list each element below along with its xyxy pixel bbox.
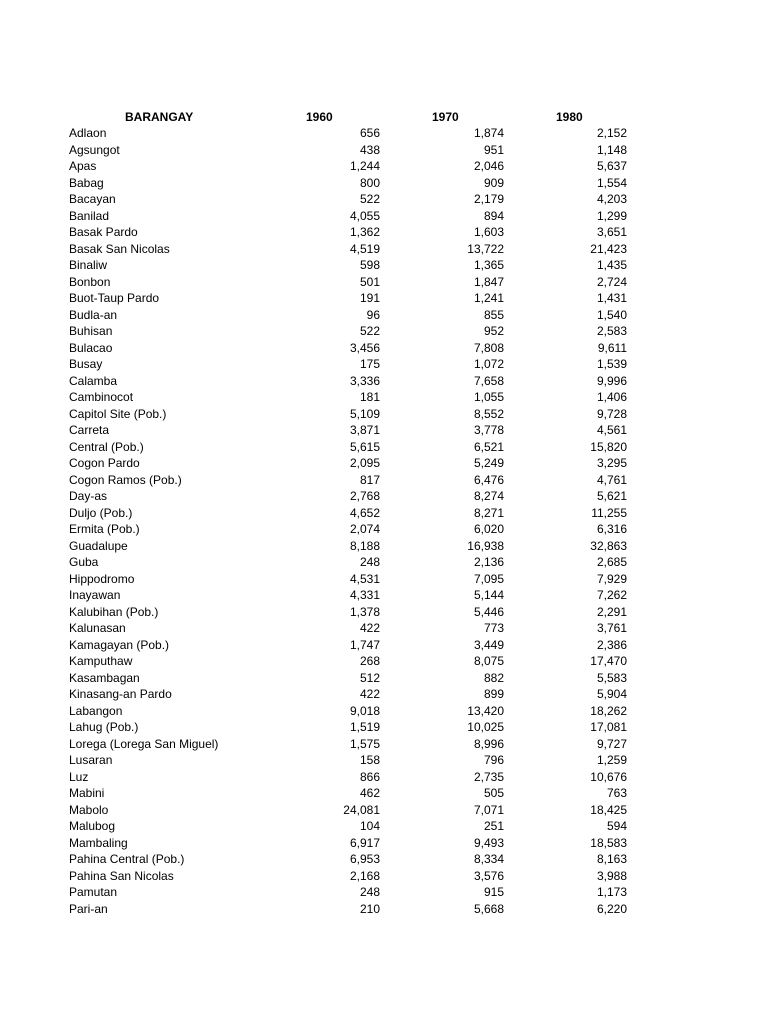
table-row — [0, 175, 768, 192]
population-1960: 656 — [359, 126, 380, 140]
population-1980: 9,727 — [596, 736, 627, 751]
population-1970: 882 — [483, 670, 504, 685]
population-1980: 4,203 — [596, 192, 627, 206]
barangay-name: Kinasang-an Pardo — [69, 687, 172, 701]
population-1970: 909 — [483, 175, 504, 190]
population-1960: 175 — [359, 357, 380, 371]
population-1980: 1,539 — [596, 357, 627, 371]
table-row — [0, 554, 768, 571]
population-1960: 4,652 — [349, 505, 380, 520]
header-1970: 1970 — [432, 110, 459, 124]
barangay-name: Duljo (Pob.) — [69, 505, 133, 520]
barangay-name: Bulacao — [69, 340, 113, 355]
header-1960: 1960 — [306, 110, 333, 124]
barangay-name: Carreta — [69, 423, 110, 437]
population-1960: 5,615 — [349, 439, 380, 454]
table-row — [0, 818, 768, 835]
population-1960: 2,074 — [349, 522, 380, 536]
population-1980: 1,299 — [596, 208, 627, 223]
table-row — [0, 571, 768, 588]
barangay-name: Cambinocot — [69, 390, 134, 404]
population-1980: 763 — [606, 786, 627, 800]
barangay-name: Guadalupe — [69, 538, 128, 553]
population-1960: 422 — [359, 621, 380, 635]
population-1960: 1,747 — [349, 637, 380, 652]
barangay-name: Banilad — [69, 208, 110, 223]
table-row — [0, 224, 768, 241]
population-1970: 8,334 — [473, 852, 504, 866]
population-1970: 7,808 — [473, 340, 504, 355]
population-1980: 4,561 — [596, 423, 627, 437]
population-1960: 817 — [359, 472, 380, 487]
barangay-name: Lusaran — [69, 753, 113, 767]
table-row — [0, 208, 768, 225]
population-1970: 8,552 — [473, 406, 504, 421]
population-1970: 1,055 — [473, 390, 504, 404]
table-row — [0, 241, 768, 258]
population-1970: 10,025 — [467, 720, 504, 734]
barangay-name: Kalubihan (Pob.) — [69, 604, 159, 619]
population-1960: 2,095 — [349, 456, 380, 470]
population-1980: 1,173 — [596, 885, 627, 899]
population-1970: 13,722 — [467, 241, 504, 256]
population-1970: 8,996 — [473, 736, 504, 751]
barangay-name: Central (Pob.) — [69, 439, 144, 454]
population-1980: 18,262 — [590, 703, 627, 718]
barangay-name: Malubog — [69, 819, 116, 833]
table-row — [0, 637, 768, 654]
population-1980: 3,988 — [596, 868, 627, 883]
table-row — [0, 752, 768, 769]
table-row — [0, 191, 768, 208]
population-1980: 15,820 — [590, 439, 627, 454]
population-1980: 2,152 — [596, 126, 627, 140]
population-1970: 13,420 — [467, 703, 504, 718]
table-row — [0, 901, 768, 918]
table-row — [0, 868, 768, 885]
population-1980: 2,724 — [596, 274, 627, 289]
table-row — [0, 670, 768, 687]
barangay-name: Cogon Ramos (Pob.) — [69, 472, 182, 487]
population-1980: 5,904 — [596, 687, 627, 701]
population-1970: 505 — [483, 786, 504, 800]
population-1980: 32,863 — [590, 538, 627, 553]
population-1980: 5,621 — [596, 489, 627, 503]
barangay-name: Agsungot — [69, 142, 120, 157]
population-1970: 8,271 — [473, 505, 504, 520]
population-1980: 6,316 — [596, 522, 627, 536]
barangay-name: Pamutan — [69, 885, 118, 899]
barangay-name: Pahina Central (Pob.) — [69, 852, 185, 866]
population-1960: 248 — [359, 555, 380, 569]
barangay-name: Guba — [69, 555, 99, 569]
barangay-name: Lorega (Lorega San Miguel) — [69, 736, 219, 751]
population-1970: 6,521 — [473, 439, 504, 454]
population-1980: 2,583 — [596, 324, 627, 338]
population-1970: 2,735 — [473, 769, 504, 784]
table-row — [0, 686, 768, 703]
population-1960: 1,244 — [349, 159, 380, 173]
population-1960: 866 — [359, 769, 380, 784]
population-1980: 17,470 — [590, 654, 627, 668]
table-row — [0, 307, 768, 324]
header-barangay: BARANGAY — [125, 110, 194, 124]
barangay-name: Binaliw — [69, 258, 108, 272]
table-row — [0, 290, 768, 307]
population-1970: 1,874 — [473, 126, 504, 140]
table-row — [0, 521, 768, 538]
population-1970: 5,249 — [473, 456, 504, 470]
population-1960: 522 — [359, 324, 380, 338]
population-1980: 1,554 — [596, 175, 627, 190]
barangay-name: Basak San Nicolas — [69, 241, 170, 256]
table-row — [0, 884, 768, 901]
table-row — [0, 851, 768, 868]
table-row — [0, 257, 768, 274]
population-1970: 3,778 — [473, 423, 504, 437]
table-row — [0, 142, 768, 159]
population-1960: 462 — [359, 786, 380, 800]
population-1980: 21,423 — [590, 241, 627, 256]
table-row — [0, 604, 768, 621]
population-1980: 17,081 — [590, 720, 627, 734]
barangay-name: Calamba — [69, 373, 118, 388]
barangay-name: Lahug (Pob.) — [69, 720, 139, 734]
table-row — [0, 340, 768, 357]
population-1970: 952 — [483, 324, 504, 338]
population-1970: 2,179 — [473, 192, 504, 206]
population-1970: 796 — [483, 753, 504, 767]
table-row — [0, 719, 768, 736]
barangay-name: Mambaling — [69, 835, 128, 850]
population-1980: 18,425 — [590, 802, 627, 817]
population-1970: 5,446 — [473, 604, 504, 619]
table-row — [0, 620, 768, 637]
population-1980: 2,386 — [596, 637, 627, 652]
population-1980: 9,611 — [597, 340, 627, 355]
population-1960: 422 — [359, 687, 380, 701]
barangay-name: Pahina San Nicolas — [69, 868, 174, 883]
population-1970: 7,658 — [473, 373, 504, 388]
population-1980: 7,262 — [596, 588, 627, 602]
population-1970: 7,071 — [473, 802, 504, 817]
population-1960: 1,519 — [349, 720, 380, 734]
population-1960: 598 — [359, 258, 380, 272]
population-1970: 773 — [483, 621, 504, 635]
population-1980: 594 — [606, 819, 627, 833]
population-1960: 438 — [359, 142, 380, 157]
population-1980: 4,761 — [596, 472, 627, 487]
population-1980: 1,435 — [596, 258, 627, 272]
table-header-row — [0, 109, 768, 126]
barangay-name: Pari-an — [69, 901, 108, 916]
population-1960: 4,519 — [349, 241, 380, 256]
table-row — [0, 455, 768, 472]
barangay-name: Buhisan — [69, 324, 113, 338]
population-1960: 191 — [359, 291, 380, 305]
barangay-name: Kamagayan (Pob.) — [69, 637, 170, 652]
barangay-name: Kasambagan — [69, 670, 140, 685]
barangay-name: Basak Pardo — [69, 225, 138, 239]
population-1980: 5,637 — [596, 159, 627, 173]
population-1960: 158 — [359, 753, 380, 767]
population-1970: 855 — [483, 307, 504, 322]
population-1960: 268 — [359, 654, 380, 668]
table-row — [0, 389, 768, 406]
barangay-name: Inayawan — [69, 588, 121, 602]
population-1970: 8,075 — [473, 654, 504, 668]
population-1960: 96 — [366, 307, 380, 322]
population-1980: 1,540 — [596, 307, 627, 322]
barangay-name: Labangon — [69, 703, 123, 718]
population-1960: 1,378 — [349, 604, 380, 619]
table-row — [0, 422, 768, 439]
barangay-name: Capitol Site (Pob.) — [69, 406, 167, 421]
population-1960: 3,871 — [349, 423, 380, 437]
population-1960: 8,188 — [349, 538, 380, 553]
population-1960: 181 — [359, 390, 380, 404]
population-1970: 1,241 — [473, 291, 504, 305]
table-row — [0, 323, 768, 340]
population-1980: 9,728 — [596, 406, 627, 421]
population-1970: 1,603 — [473, 225, 504, 239]
table-row — [0, 736, 768, 753]
table-row — [0, 158, 768, 175]
population-1970: 2,136 — [473, 555, 504, 569]
barangay-name: Kamputhaw — [69, 654, 133, 668]
population-1970: 8,274 — [473, 489, 504, 503]
population-1970: 6,020 — [473, 522, 504, 536]
table-row — [0, 703, 768, 720]
table-row — [0, 653, 768, 670]
population-1960: 6,953 — [349, 852, 380, 866]
population-1970: 6,476 — [473, 472, 504, 487]
population-1960: 3,336 — [349, 373, 380, 388]
barangay-name: Hippodromo — [69, 571, 135, 586]
population-1960: 6,917 — [349, 835, 380, 850]
population-1960: 3,456 — [349, 340, 380, 355]
table-row — [0, 274, 768, 291]
population-1980: 3,295 — [596, 456, 627, 470]
barangay-name: Cogon Pardo — [69, 456, 140, 470]
table-row — [0, 587, 768, 604]
population-1960: 4,331 — [349, 588, 380, 602]
population-1960: 5,109 — [349, 406, 380, 421]
table-row — [0, 835, 768, 852]
table-row — [0, 505, 768, 522]
population-1960: 4,055 — [349, 208, 380, 223]
table-row — [0, 439, 768, 456]
population-1980: 1,431 — [596, 291, 627, 305]
table-row — [0, 406, 768, 423]
table-row — [0, 802, 768, 819]
barangay-name: Budla-an — [69, 307, 118, 322]
barangay-name: Kalunasan — [69, 621, 126, 635]
table-row — [0, 488, 768, 505]
population-1960: 24,081 — [343, 802, 380, 817]
population-1980: 18,583 — [590, 835, 627, 850]
population-1970: 894 — [483, 208, 504, 223]
table-row — [0, 125, 768, 142]
population-1980: 7,929 — [596, 571, 627, 586]
population-1960: 104 — [359, 819, 380, 833]
table-row — [0, 769, 768, 786]
population-1960: 800 — [359, 175, 380, 190]
barangay-name: Buot-Taup Pardo — [69, 291, 160, 305]
population-1970: 3,576 — [473, 868, 504, 883]
population-1980: 9,996 — [596, 373, 627, 388]
population-1970: 16,938 — [467, 538, 504, 553]
population-1960: 1,575 — [349, 736, 380, 751]
population-1960: 4,531 — [349, 571, 380, 586]
population-1960: 248 — [359, 885, 380, 899]
population-1980: 11,255 — [591, 505, 627, 520]
population-1960: 210 — [359, 901, 380, 916]
header-1980: 1980 — [556, 110, 583, 124]
population-1970: 1,072 — [473, 357, 504, 371]
population-1980: 1,406 — [596, 390, 627, 404]
population-1970: 1,847 — [473, 274, 504, 289]
population-1970: 915 — [483, 885, 504, 899]
population-1980: 2,291 — [596, 604, 627, 619]
population-1970: 7,095 — [473, 571, 504, 586]
population-1970: 5,144 — [473, 588, 504, 602]
population-1960: 1,362 — [349, 225, 380, 239]
barangay-name: Babag — [69, 175, 104, 190]
population-1970: 3,449 — [473, 637, 504, 652]
barangay-name: Adlaon — [69, 126, 107, 140]
table-row — [0, 785, 768, 802]
table-row — [0, 538, 768, 555]
population-1970: 5,668 — [473, 901, 504, 916]
table-row — [0, 472, 768, 489]
population-1980: 1,259 — [596, 753, 627, 767]
population-1980: 1,148 — [596, 142, 627, 157]
population-1980: 3,761 — [596, 621, 627, 635]
population-1960: 501 — [359, 274, 380, 289]
barangay-name: Busay — [69, 357, 103, 371]
population-1960: 522 — [359, 192, 380, 206]
barangay-name: Luz — [69, 769, 89, 784]
population-1980: 10,676 — [590, 769, 627, 784]
population-1960: 512 — [359, 670, 380, 685]
barangay-name: Apas — [69, 159, 97, 173]
population-1960: 2,168 — [349, 868, 380, 883]
population-1960: 9,018 — [349, 703, 380, 718]
population-1980: 5,583 — [596, 670, 627, 685]
barangay-name: Mabolo — [69, 802, 109, 817]
table-row — [0, 373, 768, 390]
barangay-name: Ermita (Pob.) — [69, 522, 140, 536]
barangay-name: Bonbon — [69, 274, 111, 289]
population-1970: 899 — [483, 687, 504, 701]
population-1970: 2,046 — [473, 159, 504, 173]
population-1980: 2,685 — [596, 555, 627, 569]
population-1980: 8,163 — [596, 852, 627, 866]
population-1970: 951 — [483, 142, 504, 157]
population-1970: 9,493 — [473, 835, 504, 850]
population-1980: 3,651 — [596, 225, 627, 239]
table-row — [0, 356, 768, 373]
population-1980: 6,220 — [596, 901, 627, 916]
population-1970: 1,365 — [473, 258, 504, 272]
barangay-name: Bacayan — [69, 192, 116, 206]
population-1960: 2,768 — [349, 489, 380, 503]
barangay-name: Mabini — [69, 786, 105, 800]
population-1970: 251 — [483, 819, 504, 833]
barangay-name: Day-as — [69, 489, 108, 503]
